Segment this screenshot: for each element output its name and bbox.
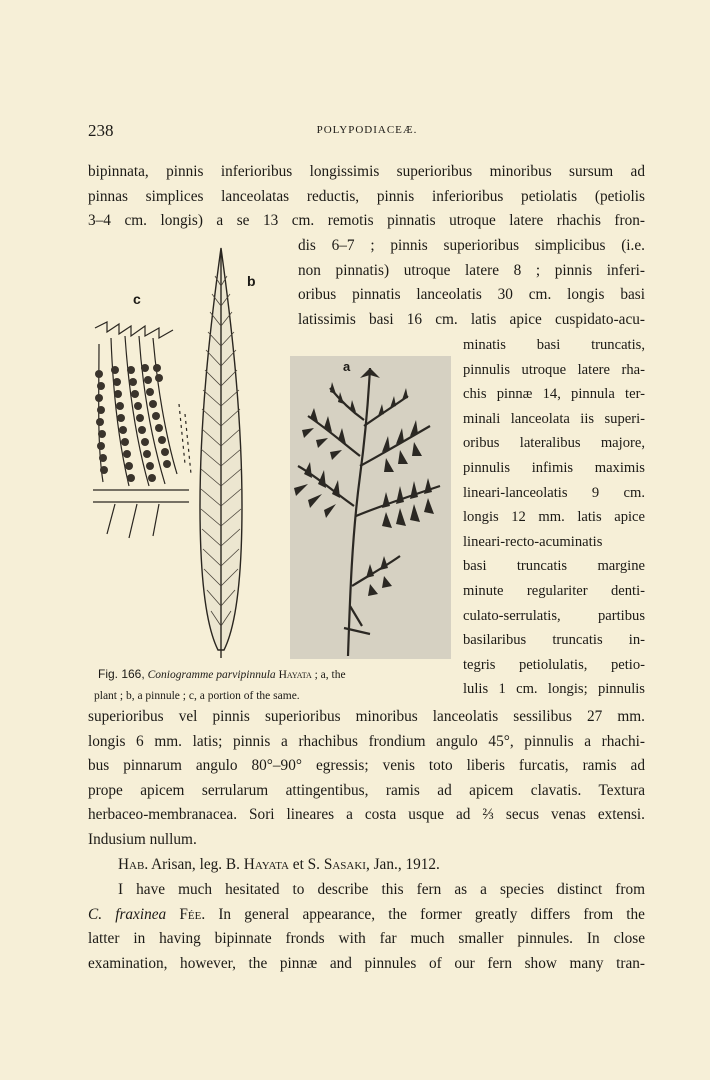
habitat-date: , Jan., 1912. xyxy=(365,856,440,873)
text-line: latter in having bipinnate fronds with far much smaller pinnules. In close xyxy=(88,930,645,948)
paragraph-bottom xyxy=(88,705,645,853)
text-line: latissimis basi 16 cm. latis apice cuspidato-acu- xyxy=(298,310,645,328)
paragraph-mid xyxy=(298,234,645,332)
species-author: Fée xyxy=(166,905,202,923)
figure-c-pinnule-detail xyxy=(93,314,193,540)
text-line xyxy=(88,903,645,928)
page-header xyxy=(88,121,646,141)
text-line: 3–4 cm. longis) a se 13 cm. remotis pinnatis utroque latere rhachis fron- xyxy=(88,212,645,230)
text-line: prope apicem serrularum attingentibus, ramis ad apicem clavatis. Textura xyxy=(88,781,645,799)
text-line: lulis 1 cm. longis; pinnulis xyxy=(463,681,645,698)
habitat-text xyxy=(88,853,645,878)
text-line: oribus pinnatis lanceolatis 30 cm. longis basi xyxy=(298,286,645,304)
text-line: pinnulis utroque latere rha- xyxy=(463,361,645,378)
text-line: herbaceo-membranacea. Sori lineares a costa usque ad ⅔ secus venas extensi. xyxy=(88,806,645,824)
paragraph-top xyxy=(88,160,645,234)
text-line: oribus lateralibus majore, xyxy=(463,435,645,452)
text-line: minute regulariter denti- xyxy=(463,582,645,599)
text-line: lineari-recto-acuminatis xyxy=(463,533,603,550)
text-line: minatis basi truncatis, xyxy=(463,337,645,353)
collector-name: Hayata xyxy=(243,856,289,873)
figure-label-c: c xyxy=(133,291,141,307)
text-line: lineari-lanceolatis 9 cm. xyxy=(463,484,645,501)
text-line: pinnas simplices lanceolatas reductis, pinnis inferioribus petiolatis (petiolis xyxy=(88,187,645,205)
caption-author: Hayata xyxy=(278,669,312,681)
paragraph-discussion xyxy=(88,878,645,976)
species-name: C. fraxinea xyxy=(88,905,167,923)
text-line: non pinnatis) utroque latere 8 ; pinnis inferi- xyxy=(298,261,645,279)
text-line: basi truncatis margine xyxy=(463,558,645,575)
text-line: superioribus vel pinnis superioribus minoribus lanceolatis sessilibus 27 mm. xyxy=(88,708,645,725)
caption-text: ; a, the xyxy=(311,669,346,681)
figure-caption xyxy=(94,664,442,707)
habitat-line xyxy=(88,853,645,878)
habitat-label: Hab. xyxy=(118,856,149,873)
text-line: culato-serrulatis, partibus xyxy=(463,607,645,624)
collector-name: Sasaki xyxy=(323,856,366,873)
habitat-locality: Arisan, leg. B. xyxy=(148,856,244,873)
text-line: longis 12 mm. latis apice xyxy=(463,509,645,526)
caption-line: plant ; b, a pinnule ; c, a portion of the same. xyxy=(94,690,300,702)
caption-figure-number: Fig. 166, xyxy=(98,667,145,681)
text-line: I have much hesitated to describe this fern as a species distinct from xyxy=(118,881,645,898)
text-line: bus pinnarum angulo 80°–90° egressis; venis toto liberis furcatis, ramis ad xyxy=(88,757,645,775)
figure-label-b: b xyxy=(247,273,256,289)
text-line: longis 6 mm. latis; pinnis a rhachibus frondium angulo 45°, pinnulis a rhachi- xyxy=(88,732,645,750)
running-head: POLYPODIACEÆ. xyxy=(316,124,418,136)
figure-a-plant-photo xyxy=(290,356,451,659)
caption-line xyxy=(98,664,442,686)
page-number: 238 xyxy=(88,121,114,140)
habitat-connector: et S. xyxy=(288,856,324,873)
text-line: basilaribus truncatis in- xyxy=(463,632,645,649)
text-line: Indusium nullum. xyxy=(88,830,197,848)
paragraph-narrow xyxy=(463,333,645,702)
text-line: tegris petiolulatis, petio- xyxy=(463,656,645,673)
text-line: examination, however, the pinnæ and pinnules of our fern show many tran- xyxy=(88,954,645,972)
text-line: chis pinnæ 14, pinnula ter- xyxy=(463,386,645,403)
text-line: dis 6–7 ; pinnis superioribus simplicibus (i.e. xyxy=(298,237,645,254)
figure-label-a: a xyxy=(343,359,351,374)
text-line: pinnulis infimis maximis xyxy=(463,459,645,476)
text-line: bipinnata, pinnis inferioribus longissimis superioribus minoribus sursum ad xyxy=(88,163,645,180)
text-line: minali lanceolata iis superi- xyxy=(463,410,645,427)
figure-b-pinnule xyxy=(196,246,246,660)
text-fragment: . In general appearance, the former greatly differs from the xyxy=(201,905,645,923)
caption-species: Coniogramme parvipinnula xyxy=(147,669,276,681)
